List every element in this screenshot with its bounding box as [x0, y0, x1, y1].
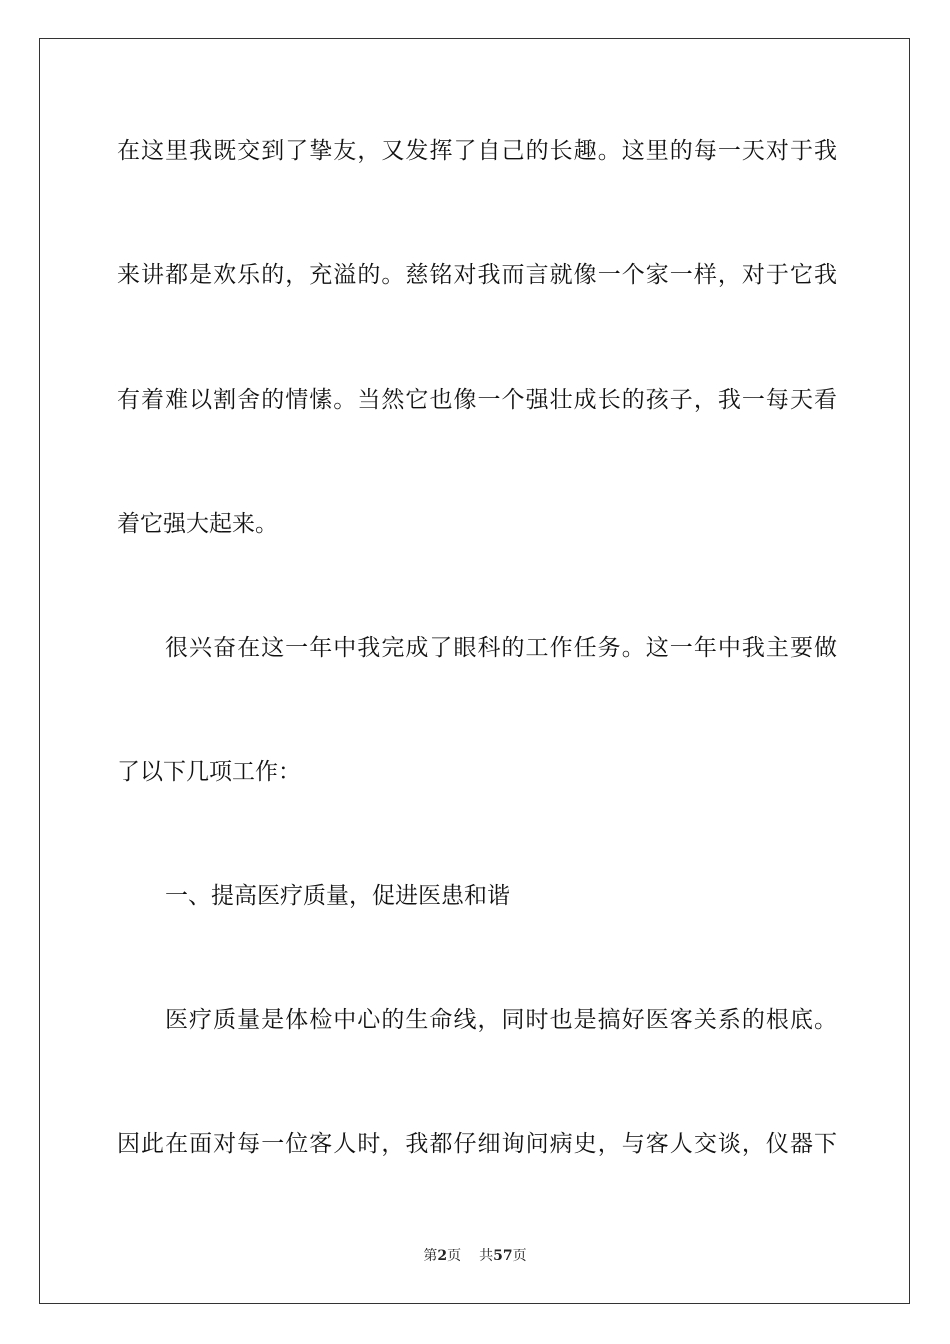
body-line-4: 着它强大起来。	[117, 511, 278, 537]
body-line-2: 来讲都是欢乐的，充溢的。慈铭对我而言就像一个家一样，对于它我	[117, 262, 837, 288]
page-footer	[0, 1246, 950, 1266]
body-line-5: 很兴奋在这一年中我完成了眼科的工作任务。这一年中我主要做	[165, 635, 837, 661]
body-line-7: 医疗质量是体检中心的生命线，同时也是搞好医客关系的根底。	[165, 1007, 837, 1033]
page-border	[39, 38, 910, 1304]
total-suffix: 页	[512, 1248, 527, 1264]
body-line-6: 了以下几项工作：	[117, 759, 301, 785]
total-prefix: 共	[479, 1248, 494, 1264]
body-line-1: 在这里我既交到了挚友，又发挥了自己的长趣。这里的每一天对于我	[117, 138, 837, 164]
page-prefix: 第	[423, 1248, 438, 1264]
section-heading: 一、提高医疗质量，促进医患和谐	[165, 883, 510, 909]
body-line-3: 有着难以割舍的情愫。当然它也像一个强壮成长的孩子，我一每天看	[117, 387, 837, 413]
body-line-8: 因此在面对每一位客人时，我都仔细询问病史，与客人交谈，仪器下	[117, 1131, 837, 1157]
total-pages: 57	[493, 1248, 513, 1264]
page-number: 2	[437, 1248, 448, 1264]
page-suffix: 页	[447, 1248, 462, 1264]
